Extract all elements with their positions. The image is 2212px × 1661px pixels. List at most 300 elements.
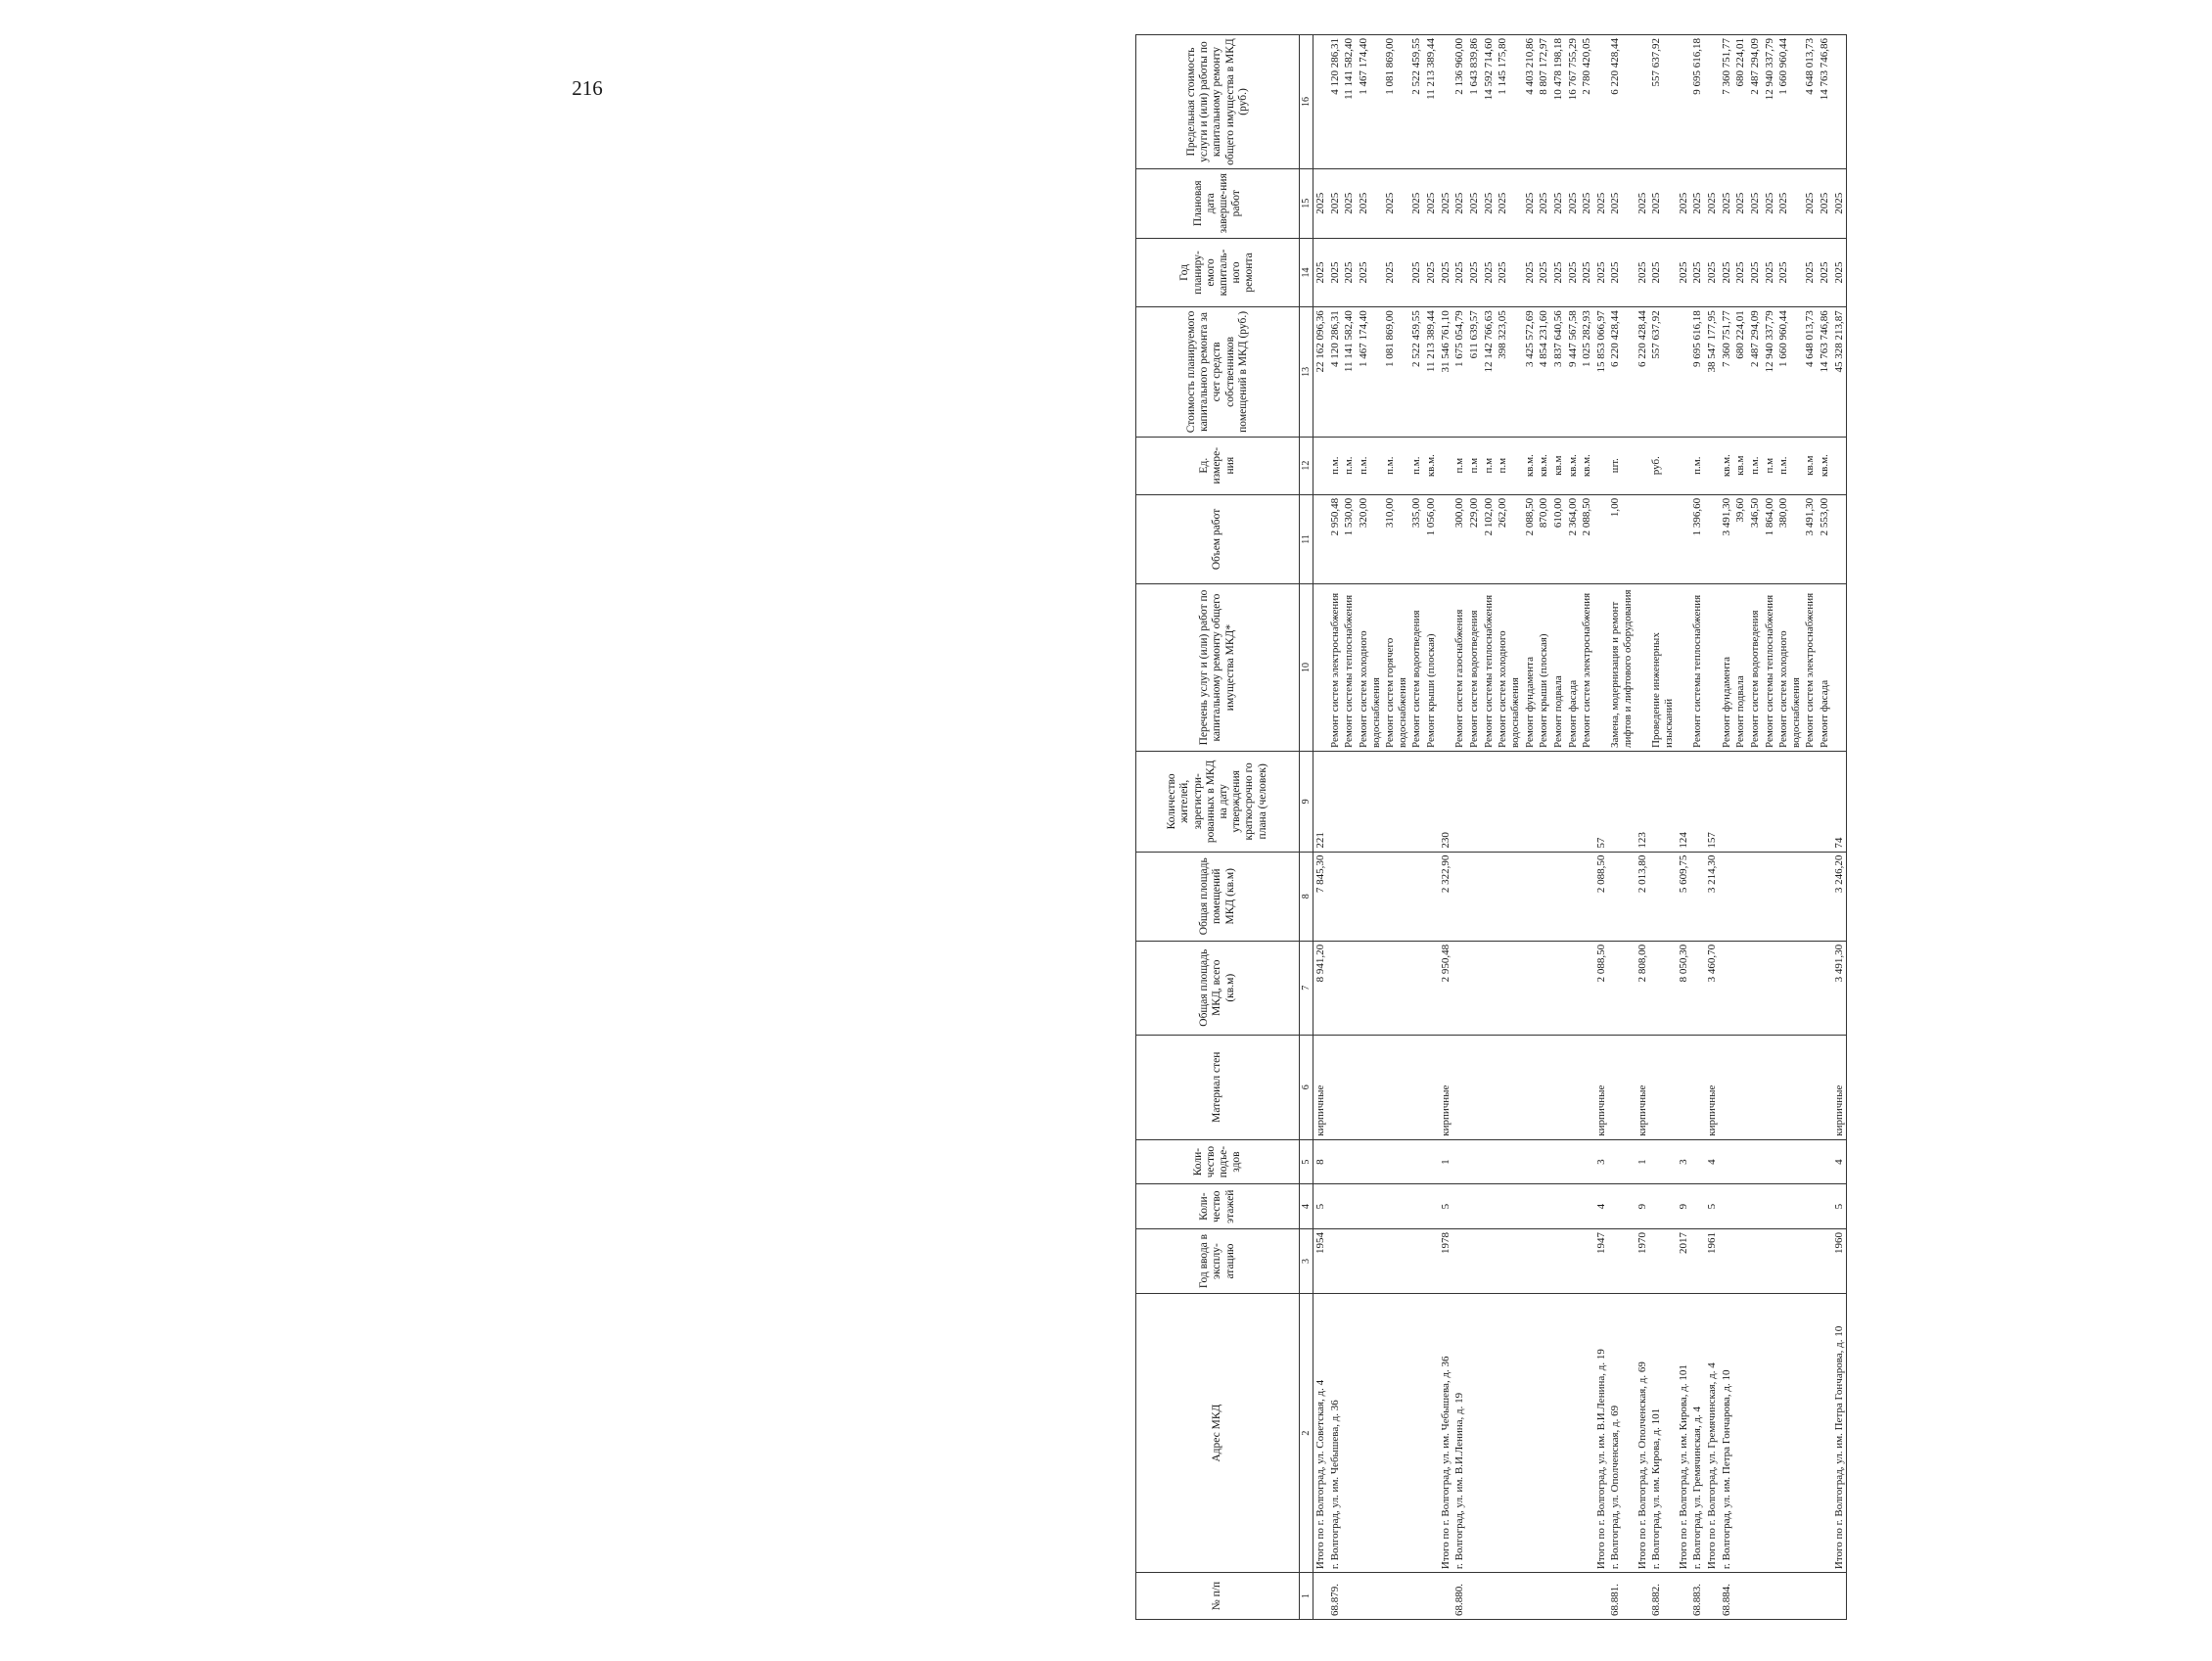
rooms-area-cell (1566, 852, 1581, 941)
year-cell (1523, 1228, 1538, 1293)
end-date-cell: 2025 (1677, 168, 1691, 238)
plan-year-cell: 2025 (1439, 238, 1453, 307)
entrances-cell (1580, 1139, 1594, 1184)
column-header: Материал стен (1136, 1035, 1300, 1139)
wall-material-cell (1424, 1035, 1439, 1139)
end-date-cell: 2025 (1424, 168, 1439, 238)
wall-material-cell (1580, 1035, 1594, 1139)
address-cell: г. Волгоград, ул. им. Кирова, д. 101 (1649, 1294, 1676, 1573)
rooms-area-cell: 7 845,30 (1313, 852, 1328, 941)
end-date-cell: 2025 (1720, 168, 1734, 238)
end-date-cell: 2025 (1705, 168, 1720, 238)
work-type-cell: Ремонт системы теплоснабжения (1690, 584, 1705, 752)
plan-year-cell: 2025 (1313, 238, 1328, 307)
unit-cell: кв.м. (1720, 437, 1734, 494)
wall-material-cell (1690, 1035, 1705, 1139)
column-number: 2 (1300, 1294, 1313, 1573)
unit-cell: п.м. (1357, 437, 1383, 494)
limit-cost-cell: 11 141 582,40 (1342, 35, 1357, 169)
row-number (1537, 1573, 1551, 1620)
row-number (1313, 1573, 1328, 1620)
unit-cell: п.м (1467, 437, 1482, 494)
limit-cost-cell: 8 807 172,97 (1537, 35, 1551, 169)
floors-cell (1733, 1184, 1748, 1229)
total-area-cell (1608, 941, 1635, 1035)
address-cell: г. Волгоград, ул. Гремячинская, д. 4 (1690, 1294, 1705, 1573)
capital-repair-table (1135, 34, 1847, 1620)
limit-cost-cell: 7 360 751,77 (1720, 35, 1734, 169)
unit-cell: п.м (1452, 437, 1467, 494)
plan-year-cell: 2025 (1818, 238, 1832, 307)
plan-year-cell: 2025 (1328, 238, 1343, 307)
table-row (1424, 35, 1439, 1620)
end-date-cell: 2025 (1832, 168, 1847, 238)
plan-year-cell: 2025 (1496, 238, 1522, 307)
year-cell: 1960 (1832, 1228, 1847, 1293)
plan-year-cell: 2025 (1636, 238, 1650, 307)
row-number (1677, 1573, 1691, 1620)
column-number: 5 (1300, 1139, 1313, 1184)
total-area-cell: 3 460,70 (1705, 941, 1720, 1035)
limit-cost-cell: 10 478 198,18 (1551, 35, 1566, 169)
column-header: Перечень услуг и (или) работ по капитальному ремонту общего имущества МКД* (1136, 584, 1300, 752)
floors-cell (1551, 1184, 1566, 1229)
total-area-cell (1537, 941, 1551, 1035)
entrances-cell (1342, 1139, 1357, 1184)
volume-cell: 310,00 (1383, 494, 1409, 583)
end-date-cell: 2025 (1690, 168, 1705, 238)
unit-cell: п.м. (1342, 437, 1357, 494)
table-row (1523, 35, 1538, 1620)
column-number: 11 (1300, 494, 1313, 583)
entrances-cell (1409, 1139, 1424, 1184)
floors-cell (1342, 1184, 1357, 1229)
rooms-area-cell (1424, 852, 1439, 941)
volume-cell: 1,00 (1608, 494, 1635, 583)
entrances-cell (1733, 1139, 1748, 1184)
volume-cell: 229,00 (1467, 494, 1482, 583)
address-cell: г. Волгоград, ул. им. Петра Гончарова, д. 10 (1720, 1294, 1734, 1573)
table-row (1452, 35, 1467, 1620)
rooms-area-cell (1803, 852, 1818, 941)
rooms-area-cell (1496, 852, 1522, 941)
total-area-cell (1551, 941, 1566, 1035)
row-number (1818, 1573, 1832, 1620)
unit-cell (1705, 437, 1720, 494)
floors-cell (1383, 1184, 1409, 1229)
work-type-cell (1594, 584, 1609, 752)
work-type-cell: Ремонт систем электроснабжения (1328, 584, 1343, 752)
address-cell (1383, 1294, 1409, 1573)
entrances-cell (1452, 1139, 1467, 1184)
residents-cell (1566, 752, 1581, 853)
end-date-cell: 2025 (1496, 168, 1522, 238)
end-date-cell: 2025 (1383, 168, 1409, 238)
rooms-area-cell (1523, 852, 1538, 941)
entrances-cell (1496, 1139, 1522, 1184)
year-cell (1424, 1228, 1439, 1293)
floors-cell: 5 (1313, 1184, 1328, 1229)
work-type-cell: Ремонт систем водоотведения (1467, 584, 1482, 752)
wall-material-cell (1776, 1035, 1803, 1139)
table-row (1733, 35, 1748, 1620)
unit-cell (1594, 437, 1609, 494)
residents-cell: 124 (1677, 752, 1691, 853)
residents-cell (1496, 752, 1522, 853)
address-cell (1803, 1294, 1818, 1573)
year-cell (1818, 1228, 1832, 1293)
table-row (1818, 35, 1832, 1620)
end-date-cell: 2025 (1328, 168, 1343, 238)
total-area-cell: 2 808,00 (1636, 941, 1650, 1035)
plan-year-cell: 2025 (1551, 238, 1566, 307)
limit-cost-cell: 1 467 174,40 (1357, 35, 1383, 169)
wall-material-cell (1328, 1035, 1343, 1139)
plan-year-cell: 2025 (1832, 238, 1847, 307)
column-number: 7 (1300, 941, 1313, 1035)
cost-cell: 611 639,57 (1467, 307, 1482, 437)
rooms-area-cell (1748, 852, 1763, 941)
volume-cell (1313, 494, 1328, 583)
work-type-cell: Ремонт системы теплоснабжения (1342, 584, 1357, 752)
residents-cell: 74 (1832, 752, 1847, 853)
column-header: Общая площадь МКД, всего (кв.м) (1136, 941, 1300, 1035)
row-number (1424, 1573, 1439, 1620)
plan-year-cell: 2025 (1803, 238, 1818, 307)
cost-cell: 12 142 766,63 (1482, 307, 1497, 437)
address-cell: Итого по г. Волгоград, ул. Ополченская, д. 69 (1636, 1294, 1650, 1573)
year-cell (1803, 1228, 1818, 1293)
limit-cost-cell: 4 120 286,31 (1328, 35, 1343, 169)
work-type-cell: Ремонт фундамента (1523, 584, 1538, 752)
residents-cell (1467, 752, 1482, 853)
residents-cell (1818, 752, 1832, 853)
limit-cost-cell (1313, 35, 1328, 169)
total-area-cell: 8 050,30 (1677, 941, 1691, 1035)
cost-cell: 4 648 013,73 (1803, 307, 1818, 437)
rooms-area-cell (1357, 852, 1383, 941)
entrances-cell (1424, 1139, 1439, 1184)
cost-cell: 1 467 174,40 (1357, 307, 1383, 437)
residents-cell (1357, 752, 1383, 853)
table-row (1439, 35, 1453, 1620)
year-cell (1690, 1228, 1705, 1293)
rooms-area-cell (1467, 852, 1482, 941)
column-header: Общая площадь помещений МКД (кв.м) (1136, 852, 1300, 941)
address-cell: Итого по г. Волгоград, ул. им. Чебышева, д. 36 (1439, 1294, 1453, 1573)
entrances-cell (1383, 1139, 1409, 1184)
year-cell (1357, 1228, 1383, 1293)
floors-cell (1690, 1184, 1705, 1229)
total-area-cell (1383, 941, 1409, 1035)
table-row (1803, 35, 1818, 1620)
cost-cell: 3 425 572,69 (1523, 307, 1538, 437)
rooms-area-cell (1482, 852, 1497, 941)
floors-cell (1328, 1184, 1343, 1229)
rooms-area-cell (1763, 852, 1777, 941)
rooms-area-cell (1328, 852, 1343, 941)
plan-year-cell: 2025 (1482, 238, 1497, 307)
limit-cost-cell: 9 695 616,18 (1690, 35, 1705, 169)
row-number (1566, 1573, 1581, 1620)
volume-cell: 1 864,00 (1763, 494, 1777, 583)
volume-cell: 262,00 (1496, 494, 1522, 583)
work-type-cell: Ремонт фасада (1818, 584, 1832, 752)
unit-cell: кв.м. (1818, 437, 1832, 494)
column-header: Адрес МКД (1136, 1294, 1300, 1573)
volume-cell: 1 530,00 (1342, 494, 1357, 583)
plan-year-cell: 2025 (1452, 238, 1467, 307)
row-number: 68.882. (1649, 1573, 1676, 1620)
unit-cell: кв.м. (1537, 437, 1551, 494)
unit-cell (1313, 437, 1328, 494)
wall-material-cell (1733, 1035, 1748, 1139)
entrances-cell: 1 (1439, 1139, 1453, 1184)
volume-cell (1677, 494, 1691, 583)
limit-cost-cell: 6 220 428,44 (1608, 35, 1635, 169)
address-cell (1482, 1294, 1497, 1573)
total-area-cell (1776, 941, 1803, 1035)
limit-cost-cell: 1 081 869,00 (1383, 35, 1409, 169)
residents-cell (1649, 752, 1676, 853)
residents-cell (1720, 752, 1734, 853)
end-date-cell: 2025 (1537, 168, 1551, 238)
address-cell (1342, 1294, 1357, 1573)
end-date-cell: 2025 (1409, 168, 1424, 238)
address-cell (1566, 1294, 1581, 1573)
work-type-cell: Ремонт систем электроснабжения (1580, 584, 1594, 752)
cost-cell: 6 220 428,44 (1636, 307, 1650, 437)
table-row (1677, 35, 1691, 1620)
year-cell (1649, 1228, 1676, 1293)
floors-cell (1608, 1184, 1635, 1229)
rotated-table-sheet (1135, 34, 2212, 1620)
row-number: 68.883. (1690, 1573, 1705, 1620)
residents-cell (1776, 752, 1803, 853)
table-row (1537, 35, 1551, 1620)
cost-cell: 12 940 337,79 (1763, 307, 1777, 437)
residents-cell (1409, 752, 1424, 853)
rooms-area-cell (1342, 852, 1357, 941)
floors-cell (1776, 1184, 1803, 1229)
year-cell (1409, 1228, 1424, 1293)
limit-cost-cell: 1 660 960,44 (1776, 35, 1803, 169)
table-row (1580, 35, 1594, 1620)
residents-cell (1580, 752, 1594, 853)
total-area-cell (1482, 941, 1497, 1035)
residents-cell (1748, 752, 1763, 853)
limit-cost-cell (1594, 35, 1609, 169)
cost-cell: 9 695 616,18 (1690, 307, 1705, 437)
volume-cell (1649, 494, 1676, 583)
unit-cell: кв.м (1551, 437, 1566, 494)
floors-cell: 9 (1636, 1184, 1650, 1229)
year-cell (1551, 1228, 1566, 1293)
limit-cost-cell: 11 213 389,44 (1424, 35, 1439, 169)
work-type-cell (1636, 584, 1650, 752)
unit-cell: кв.м. (1566, 437, 1581, 494)
column-number: 9 (1300, 752, 1313, 853)
plan-year-cell: 2025 (1409, 238, 1424, 307)
limit-cost-cell: 2 136 960,00 (1452, 35, 1467, 169)
floors-cell (1357, 1184, 1383, 1229)
work-type-cell: Ремонт системы теплоснабжения (1482, 584, 1497, 752)
volume-cell: 610,00 (1551, 494, 1566, 583)
rooms-area-cell (1580, 852, 1594, 941)
volume-cell (1439, 494, 1453, 583)
residents-cell (1342, 752, 1357, 853)
row-number (1803, 1573, 1818, 1620)
address-cell (1409, 1294, 1424, 1573)
entrances-cell (1803, 1139, 1818, 1184)
plan-year-cell: 2025 (1733, 238, 1748, 307)
table-row (1342, 35, 1357, 1620)
entrances-cell: 3 (1677, 1139, 1691, 1184)
address-cell: Итого по г. Волгоград, ул. им. Кирова, д. 101 (1677, 1294, 1691, 1573)
volume-cell: 1 396,60 (1690, 494, 1705, 583)
column-number: 12 (1300, 437, 1313, 494)
column-number: 6 (1300, 1035, 1313, 1139)
work-type-cell: Замена, модернизация и ремонт лифтов и лифтового оборудования (1608, 584, 1635, 752)
residents-cell (1551, 752, 1566, 853)
work-type-cell: Ремонт систем горячего водоснабжения (1383, 584, 1409, 752)
cost-cell: 14 763 746,86 (1818, 307, 1832, 437)
residents-cell (1523, 752, 1538, 853)
end-date-cell: 2025 (1580, 168, 1594, 238)
row-number (1748, 1573, 1763, 1620)
plan-year-cell: 2025 (1649, 238, 1676, 307)
total-area-cell (1523, 941, 1538, 1035)
cost-cell: 557 637,92 (1649, 307, 1676, 437)
column-number: 15 (1300, 168, 1313, 238)
plan-year-cell: 2025 (1537, 238, 1551, 307)
wall-material-cell (1551, 1035, 1566, 1139)
row-number: 68.880. (1452, 1573, 1467, 1620)
wall-material-cell (1649, 1035, 1676, 1139)
row-number (1551, 1573, 1566, 1620)
plan-year-cell: 2025 (1608, 238, 1635, 307)
year-cell (1482, 1228, 1497, 1293)
work-type-cell (1439, 584, 1453, 752)
work-type-cell: Ремонт систем электроснабжения (1803, 584, 1818, 752)
total-area-cell (1748, 941, 1763, 1035)
address-cell (1523, 1294, 1538, 1573)
limit-cost-cell (1677, 35, 1691, 169)
limit-cost-cell: 14 592 714,60 (1482, 35, 1497, 169)
total-area-cell (1763, 941, 1777, 1035)
cost-cell: 9 447 567,58 (1566, 307, 1581, 437)
table-row (1690, 35, 1705, 1620)
entrances-cell: 4 (1705, 1139, 1720, 1184)
address-cell (1763, 1294, 1777, 1573)
floors-cell: 9 (1677, 1184, 1691, 1229)
year-cell (1452, 1228, 1467, 1293)
limit-cost-cell: 4 648 013,73 (1803, 35, 1818, 169)
entrances-cell: 8 (1313, 1139, 1328, 1184)
plan-year-cell: 2025 (1523, 238, 1538, 307)
total-area-cell (1424, 941, 1439, 1035)
address-cell: Итого по г. Волгоград, ул. Гремячинская, д. 4 (1705, 1294, 1720, 1573)
limit-cost-cell: 2 487 294,09 (1748, 35, 1763, 169)
plan-year-cell: 2025 (1677, 238, 1691, 307)
address-cell (1496, 1294, 1522, 1573)
rooms-area-cell (1452, 852, 1467, 941)
wall-material-cell: кирпичные (1313, 1035, 1328, 1139)
cost-cell: 2 522 459,55 (1409, 307, 1424, 437)
row-number (1832, 1573, 1847, 1620)
wall-material-cell: кирпичные (1636, 1035, 1650, 1139)
year-cell (1328, 1228, 1343, 1293)
table-row (1313, 35, 1328, 1620)
address-cell (1580, 1294, 1594, 1573)
address-cell (1748, 1294, 1763, 1573)
volume-cell: 380,00 (1776, 494, 1803, 583)
year-cell (1580, 1228, 1594, 1293)
unit-cell: кв.м. (1580, 437, 1594, 494)
entrances-cell (1551, 1139, 1566, 1184)
volume-cell: 2 553,00 (1818, 494, 1832, 583)
table-row (1748, 35, 1763, 1620)
end-date-cell: 2025 (1439, 168, 1453, 238)
work-type-cell: Ремонт систем холодного водоснабжения (1357, 584, 1383, 752)
address-cell (1551, 1294, 1566, 1573)
row-number (1357, 1573, 1383, 1620)
wall-material-cell (1357, 1035, 1383, 1139)
volume-cell: 870,00 (1537, 494, 1551, 583)
year-cell (1496, 1228, 1522, 1293)
address-cell: г. Волгоград, ул. Ополченская, д. 69 (1608, 1294, 1635, 1573)
residents-cell (1482, 752, 1497, 853)
plan-year-cell: 2025 (1566, 238, 1581, 307)
unit-cell: шт. (1608, 437, 1635, 494)
entrances-cell: 3 (1594, 1139, 1609, 1184)
entrances-cell (1566, 1139, 1581, 1184)
column-number: 1 (1300, 1573, 1313, 1620)
wall-material-cell: кирпичные (1594, 1035, 1609, 1139)
plan-year-cell: 2025 (1594, 238, 1609, 307)
unit-cell: п.м (1763, 437, 1777, 494)
volume-cell: 346,50 (1748, 494, 1763, 583)
year-cell (1537, 1228, 1551, 1293)
year-cell (1342, 1228, 1357, 1293)
work-type-cell: Ремонт подвала (1733, 584, 1748, 752)
column-header: Объем работ (1136, 494, 1300, 583)
plan-year-cell: 2025 (1580, 238, 1594, 307)
volume-cell: 2 088,50 (1580, 494, 1594, 583)
column-header: Коли-чество подъе-здов (1136, 1139, 1300, 1184)
work-type-cell (1705, 584, 1720, 752)
table-row (1649, 35, 1676, 1620)
year-cell (1763, 1228, 1777, 1293)
table-row (1551, 35, 1566, 1620)
plan-year-cell: 2025 (1776, 238, 1803, 307)
rooms-area-cell: 2 013,80 (1636, 852, 1650, 941)
end-date-cell: 2025 (1313, 168, 1328, 238)
entrances-cell (1328, 1139, 1343, 1184)
floors-cell (1452, 1184, 1467, 1229)
volume-cell: 39,60 (1733, 494, 1748, 583)
end-date-cell: 2025 (1636, 168, 1650, 238)
unit-cell (1832, 437, 1847, 494)
end-date-cell: 2025 (1342, 168, 1357, 238)
floors-cell (1566, 1184, 1581, 1229)
floors-cell (1482, 1184, 1497, 1229)
address-cell: Итого по г. Волгоград, ул. им. Петра Гончарова, д. 10 (1832, 1294, 1847, 1573)
end-date-cell: 2025 (1608, 168, 1635, 238)
unit-cell: кв.м (1733, 437, 1748, 494)
row-number (1439, 1573, 1453, 1620)
entrances-cell (1467, 1139, 1482, 1184)
